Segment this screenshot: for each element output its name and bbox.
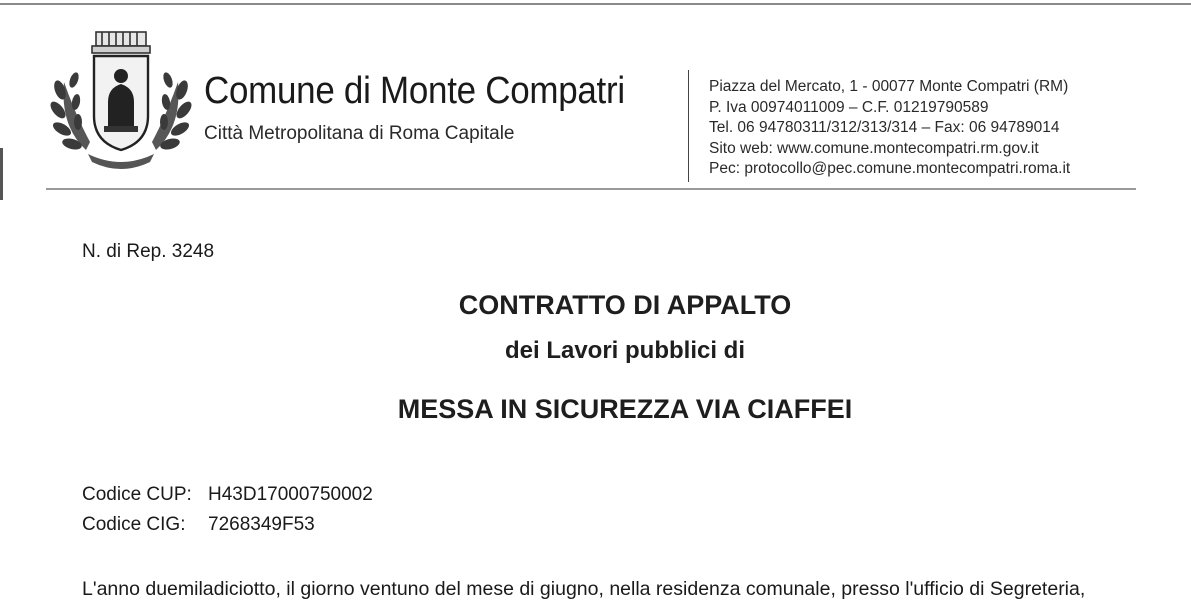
municipality-title: Comune di Monte Compatri — [204, 70, 625, 112]
address-line: Piazza del Mercato, 1 - 00077 Monte Compatri (RM) — [709, 78, 1069, 95]
cig-label: Codice CIG: — [82, 514, 186, 535]
opening-paragraph: L'anno duemiladiciotto, il giorno ventuno del mese di giugno, nella residenza comunale, presso l'ufficio di Segreteria, — [82, 578, 1086, 600]
contract-title: CONTRATTO DI APPALTO — [458, 290, 792, 320]
project-title: MESSA IN SICUREZZA VIA CIAFFEI — [397, 394, 853, 424]
contract-subtitle: dei Lavori pubblici di — [504, 337, 746, 364]
contact-block — [709, 77, 1070, 180]
repertory-number: N. di Rep. 3248 — [82, 241, 215, 262]
top-border-line — [0, 3, 1191, 5]
scan-edge-mark — [0, 148, 3, 200]
header-rule — [46, 188, 1136, 190]
header-divider — [688, 70, 689, 182]
cig-code-row — [82, 514, 315, 536]
website-line: Sito web: www.comune.montecompatri.rm.gov.it — [709, 139, 1039, 157]
phone-fax-line: Tel. 06 94780311/312/313/314 – Fax: 06 94789014 — [709, 119, 1060, 136]
cig-value: 7268349F53 — [208, 514, 315, 535]
cup-value: H43D17000750002 — [208, 484, 373, 505]
cup-code-row — [82, 484, 373, 506]
pec-email-line: Pec: protocollo@pec.comune.montecompatri.roma.it — [709, 160, 1071, 177]
tax-id-line: P. Iva 00974011009 – C.F. 01219790589 — [709, 98, 989, 116]
municipality-subtitle: Città Metropolitana di Roma Capitale — [204, 123, 515, 144]
cup-label: Codice CUP: — [82, 484, 192, 505]
coat-of-arms-icon — [46, 30, 196, 170]
